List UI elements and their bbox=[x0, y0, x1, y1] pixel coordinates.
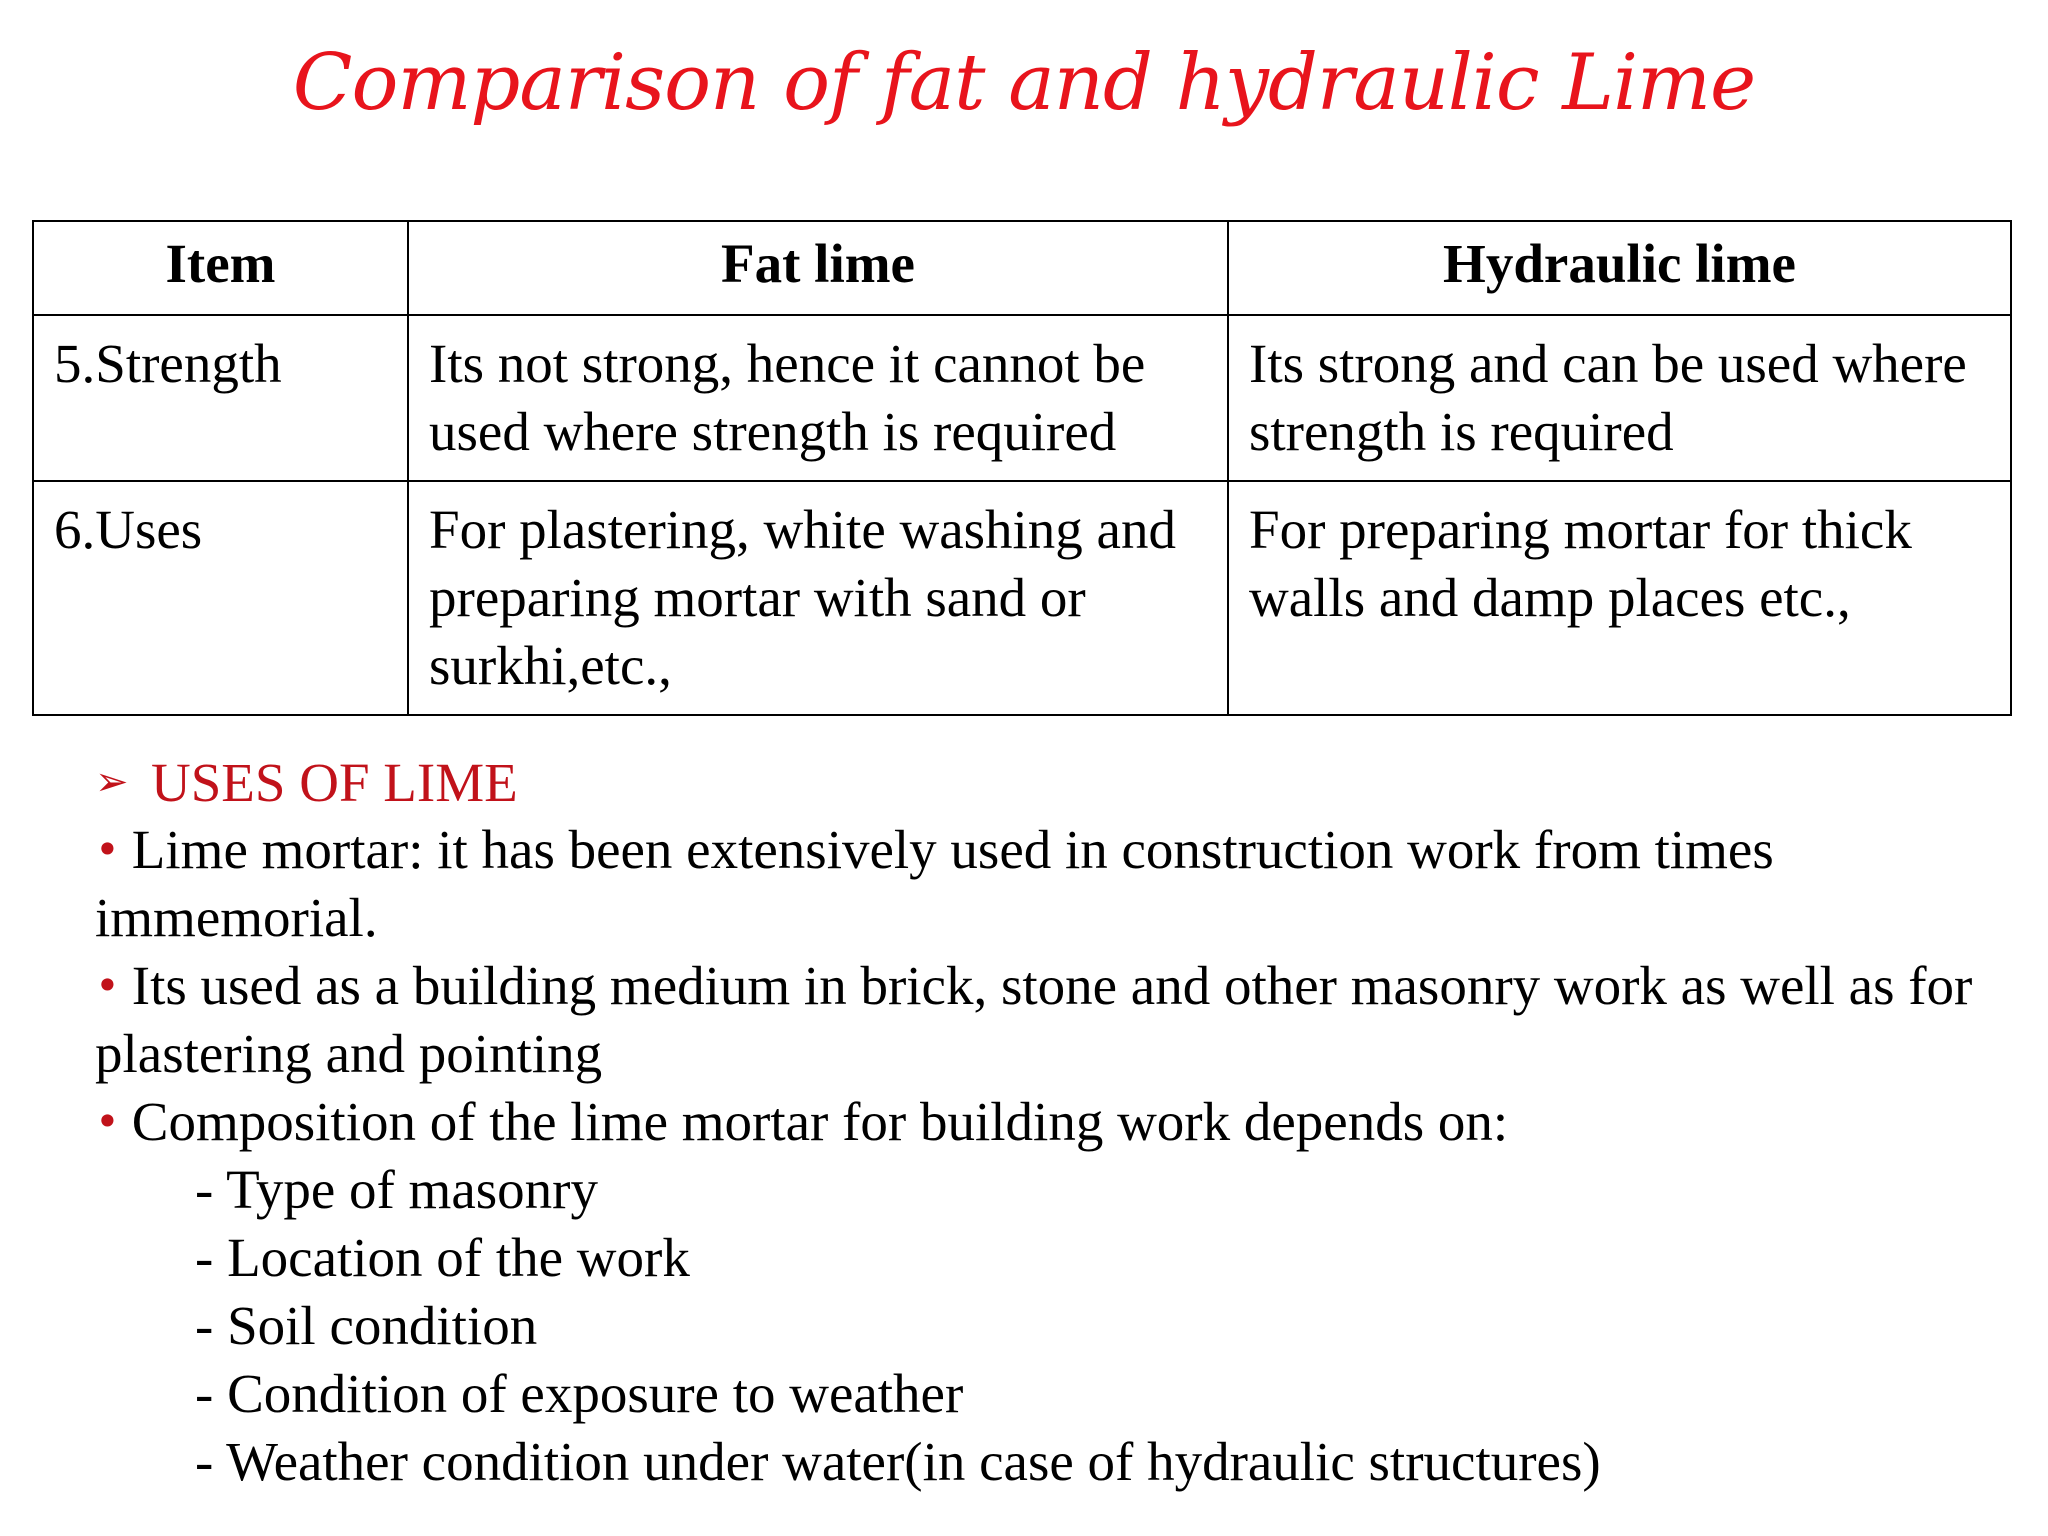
header-item: Item bbox=[33, 221, 408, 315]
header-fat-lime: Fat lime bbox=[408, 221, 1228, 315]
dot-bullet-icon: • bbox=[95, 825, 120, 874]
uses-heading-text: USES OF LIME bbox=[151, 752, 518, 813]
header-hydraulic-lime: Hydraulic lime bbox=[1228, 221, 2011, 315]
table-header-row bbox=[33, 221, 2011, 315]
sub-list-item: - Condition of exposure to weather bbox=[195, 1363, 964, 1424]
cell-item: 5.Strength bbox=[33, 315, 408, 481]
bullet-text: Its used as a building medium in brick, stone and other masonry work as well as for plastering and pointing bbox=[95, 955, 1973, 1084]
cell-fat-lime: For plastering, white washing and preparing mortar with sand or surkhi,etc., bbox=[408, 481, 1228, 715]
uses-heading bbox=[95, 748, 1995, 816]
dot-bullet-icon: • bbox=[95, 961, 120, 1010]
table-row bbox=[33, 481, 2011, 715]
sub-list-item: - Location of the work bbox=[195, 1227, 690, 1288]
sub-list-item: - Soil condition bbox=[195, 1295, 538, 1356]
slide-title: Comparison of fat and hydraulic Lime bbox=[292, 38, 1756, 128]
cell-hydraulic-lime: For preparing mortar for thick walls and damp places etc., bbox=[1228, 481, 2011, 715]
list-item bbox=[95, 1088, 1995, 1156]
list-item bbox=[95, 952, 1995, 1088]
comparison-table bbox=[32, 220, 2012, 716]
bullet-text: Composition of the lime mortar for building work depends on: bbox=[131, 1091, 1509, 1152]
dot-bullet-icon: • bbox=[95, 1097, 120, 1146]
arrow-bullet-icon: ➢ bbox=[95, 759, 129, 805]
list-item bbox=[95, 816, 1995, 952]
table-row bbox=[33, 315, 2011, 481]
uses-of-lime-section bbox=[95, 748, 1995, 1496]
cell-hydraulic-lime: Its strong and can be used where strength is required bbox=[1228, 315, 2011, 481]
sub-list-item: - Weather condition under water(in case of hydraulic structures) bbox=[195, 1431, 1601, 1492]
cell-fat-lime: Its not strong, hence it cannot be used where strength is required bbox=[408, 315, 1228, 481]
cell-item: 6.Uses bbox=[33, 481, 408, 715]
bullet-text: Lime mortar: it has been extensively used in construction work from times immemorial. bbox=[95, 819, 1774, 948]
sub-list-item: - Type of masonry bbox=[195, 1159, 598, 1220]
